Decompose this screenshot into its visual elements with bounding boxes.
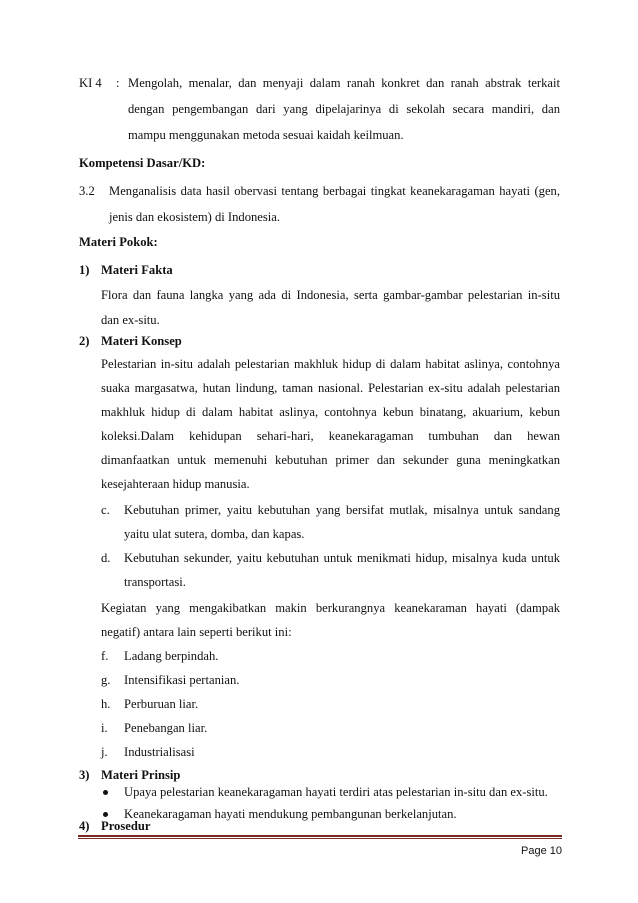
prosedur-number: 4) xyxy=(79,819,90,833)
bullet-icon xyxy=(103,790,108,795)
kegiatan-text-line-2: negatif) antara lain seperti berikut ini: xyxy=(101,625,292,639)
list-item-h-marker: h. xyxy=(101,697,111,711)
kd-text-line-1: Menganalisis data hasil obervasi tentang berbagai tingkat keanekaragaman hayati (gen, xyxy=(109,184,560,198)
prosedur-heading: Prosedur xyxy=(101,819,151,833)
footer-rule xyxy=(78,835,562,837)
kd-heading: Kompetensi Dasar/KD: xyxy=(79,156,206,170)
ki4-text-line-3: mampu menggunakan metoda sesuai kaidah keilmuan. xyxy=(128,128,404,142)
materi-pokok-heading: Materi Pokok: xyxy=(79,235,158,249)
list-item-h-text: Perburuan liar. xyxy=(124,697,199,711)
konsep-text-line-6: kesejahteraan hidup manusia. xyxy=(101,477,250,491)
list-item-d-line-2: transportasi. xyxy=(124,575,186,589)
list-item-i-marker: i. xyxy=(101,721,108,735)
fakta-heading: Materi Fakta xyxy=(101,263,173,277)
list-item-i-text: Penebangan liar. xyxy=(124,721,208,735)
footer-rule-thin xyxy=(78,838,562,839)
konsep-text-line-2: suaka margasatwa, hutan lindung, taman nasional. Pelestarian ex-situ adalah pelestarian xyxy=(101,381,560,395)
list-item-c-line-2: yaitu ulat sutera, domba, dan kapas. xyxy=(124,527,305,541)
list-item-f-text: Ladang berpindah. xyxy=(124,649,219,663)
list-item-c-marker: c. xyxy=(101,503,110,517)
ki4-colon: : xyxy=(116,76,120,90)
list-item-f-marker: f. xyxy=(101,649,109,663)
list-item-g-text: Intensifikasi pertanian. xyxy=(124,673,240,687)
konsep-heading: Materi Konsep xyxy=(101,334,182,348)
ki4-text-line-2: dengan pengembangan dari yang dipelajarinya di sekolah secara mandiri, dan xyxy=(128,102,560,116)
prinsip-heading: Materi Prinsip xyxy=(101,768,181,782)
kegiatan-text-line-1: Kegiatan yang mengakibatkan makin berkurangnya keanekaraman hayati (dampak xyxy=(101,601,560,615)
konsep-number: 2) xyxy=(79,334,90,348)
ki4-text-line-1: Mengolah, menalar, dan menyaji dalam ranah konkret dan ranah abstrak terkait xyxy=(128,76,560,90)
konsep-text-line-1: Pelestarian in-situ adalah pelestarian makhluk hidup di dalam habitat aslinya, contohnya xyxy=(101,357,560,371)
list-item-c-line-1: Kebutuhan primer, yaitu kebutuhan yang bersifat mutlak, misalnya untuk sandang xyxy=(124,503,560,517)
konsep-text-line-4: koleksi.Dalam kehidupan sehari-hari, keanekaragaman tumbuhan dan hewan xyxy=(101,429,560,443)
prinsip-bullet-1: Upaya pelestarian keanekaragaman hayati terdiri atas pelestarian in-situ dan ex-situ. xyxy=(124,785,548,799)
konsep-text-line-5: dimanfaatkan untuk memenuhi kebutuhan primer dan sekunder guna meningkatkan xyxy=(101,453,560,467)
fakta-text-line-1: Flora dan fauna langka yang ada di Indonesia, serta gambar-gambar pelestarian in-situ xyxy=(101,288,560,302)
bullet-icon xyxy=(103,812,108,817)
list-item-j-text: Industrialisasi xyxy=(124,745,195,759)
ki4-label: KI 4 xyxy=(79,76,102,90)
prinsip-bullet-2: Keanekaragaman hayati mendukung pembangunan berkelanjutan. xyxy=(124,807,457,821)
prinsip-number: 3) xyxy=(79,768,90,782)
kd-number: 3.2 xyxy=(79,184,95,198)
list-item-g-marker: g. xyxy=(101,673,111,687)
fakta-text-line-2: dan ex-situ. xyxy=(101,313,160,327)
list-item-d-line-1: Kebutuhan sekunder, yaitu kebutuhan untuk menikmati hidup, misalnya kuda untuk xyxy=(124,551,560,565)
konsep-text-line-3: makhluk hidup di dalam habitat aslinya, contohnya kebun binatang, akuarium, kebun xyxy=(101,405,560,419)
list-item-j-marker: j. xyxy=(101,745,108,759)
kd-text-line-2: jenis dan ekosistem) di Indonesia. xyxy=(109,210,281,224)
fakta-number: 1) xyxy=(79,263,90,277)
page-number: Page 10 xyxy=(521,845,562,857)
list-item-d-marker: d. xyxy=(101,551,111,565)
